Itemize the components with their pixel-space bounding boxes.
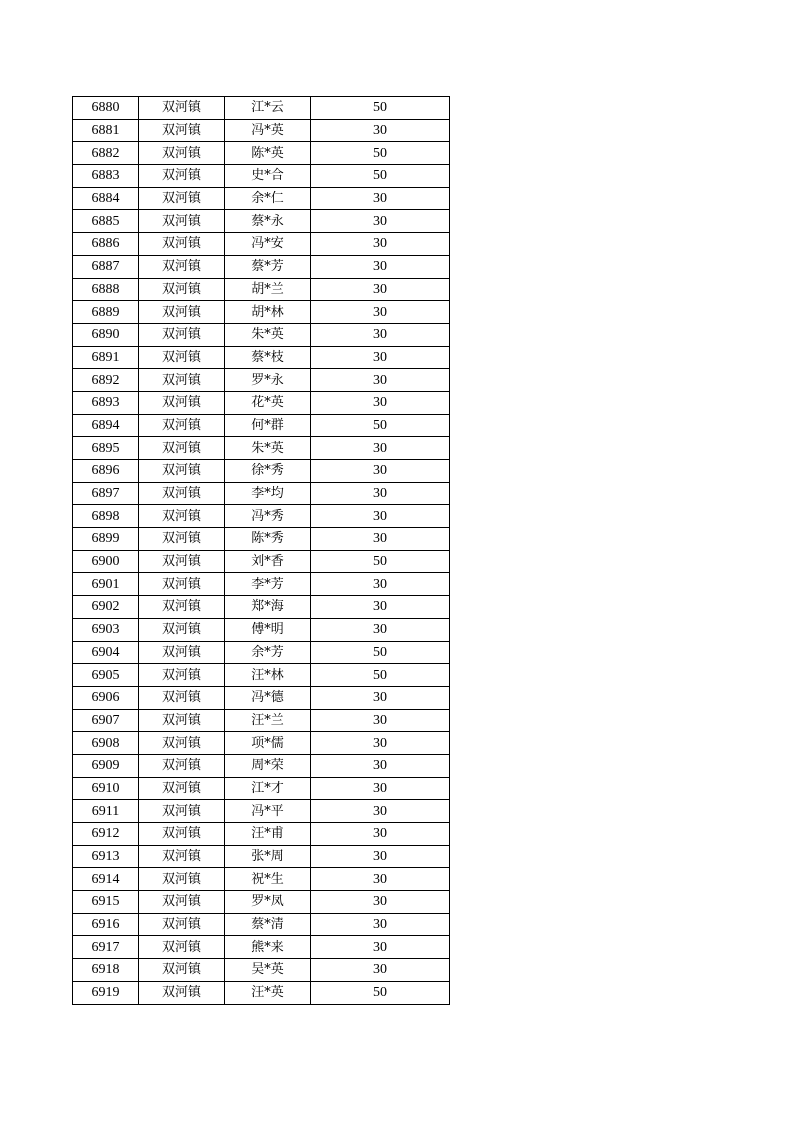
table-row [73, 391, 450, 414]
amount-cell: 50 [311, 550, 450, 573]
name-cell: 罗*凤 [225, 891, 311, 914]
amount-cell: 30 [311, 845, 450, 868]
row-number-cell: 6889 [73, 301, 139, 324]
amount-cell: 30 [311, 255, 450, 278]
table-row [73, 936, 450, 959]
name-cell: 汪*兰 [225, 709, 311, 732]
row-number-cell: 6897 [73, 482, 139, 505]
table-row [73, 301, 450, 324]
table-row [73, 119, 450, 142]
name-cell: 冯*秀 [225, 505, 311, 528]
row-number-cell: 6916 [73, 913, 139, 936]
row-number-cell: 6892 [73, 369, 139, 392]
table-row [73, 981, 450, 1004]
amount-cell: 30 [311, 301, 450, 324]
town-cell: 双河镇 [139, 550, 225, 573]
town-cell: 双河镇 [139, 732, 225, 755]
name-cell: 徐*秀 [225, 460, 311, 483]
town-cell: 双河镇 [139, 391, 225, 414]
name-cell: 熊*来 [225, 936, 311, 959]
table-row [73, 278, 450, 301]
amount-cell: 30 [311, 777, 450, 800]
row-number-cell: 6880 [73, 97, 139, 120]
amount-cell: 30 [311, 709, 450, 732]
table-row [73, 460, 450, 483]
row-number-cell: 6908 [73, 732, 139, 755]
town-cell: 双河镇 [139, 596, 225, 619]
row-number-cell: 6896 [73, 460, 139, 483]
row-number-cell: 6915 [73, 891, 139, 914]
name-cell: 李*芳 [225, 573, 311, 596]
amount-cell: 50 [311, 664, 450, 687]
name-cell: 余*芳 [225, 641, 311, 664]
row-number-cell: 6885 [73, 210, 139, 233]
table-row [73, 754, 450, 777]
table-row [73, 414, 450, 437]
row-number-cell: 6911 [73, 800, 139, 823]
town-cell: 双河镇 [139, 255, 225, 278]
name-cell: 朱*英 [225, 437, 311, 460]
table-row [73, 233, 450, 256]
row-number-cell: 6902 [73, 596, 139, 619]
name-cell: 江*才 [225, 777, 311, 800]
row-number-cell: 6917 [73, 936, 139, 959]
row-number-cell: 6884 [73, 187, 139, 210]
row-number-cell: 6881 [73, 119, 139, 142]
town-cell: 双河镇 [139, 460, 225, 483]
amount-cell: 30 [311, 596, 450, 619]
name-cell: 蔡*清 [225, 913, 311, 936]
town-cell: 双河镇 [139, 278, 225, 301]
amount-cell: 30 [311, 800, 450, 823]
name-cell: 罗*永 [225, 369, 311, 392]
amount-cell: 30 [311, 346, 450, 369]
row-number-cell: 6907 [73, 709, 139, 732]
amount-cell: 30 [311, 505, 450, 528]
amount-cell: 30 [311, 686, 450, 709]
town-cell: 双河镇 [139, 618, 225, 641]
town-cell: 双河镇 [139, 777, 225, 800]
town-cell: 双河镇 [139, 845, 225, 868]
row-number-cell: 6893 [73, 391, 139, 414]
table-row [73, 664, 450, 687]
row-number-cell: 6903 [73, 618, 139, 641]
amount-cell: 30 [311, 823, 450, 846]
town-cell: 双河镇 [139, 233, 225, 256]
name-cell: 张*周 [225, 845, 311, 868]
town-cell: 双河镇 [139, 119, 225, 142]
name-cell: 江*云 [225, 97, 311, 120]
amount-cell: 30 [311, 233, 450, 256]
name-cell: 祝*生 [225, 868, 311, 891]
roster-table-body [73, 97, 450, 1005]
name-cell: 蔡*永 [225, 210, 311, 233]
table-row [73, 573, 450, 596]
table-row [73, 550, 450, 573]
name-cell: 冯*安 [225, 233, 311, 256]
name-cell: 陈*秀 [225, 528, 311, 551]
table-row [73, 437, 450, 460]
amount-cell: 50 [311, 165, 450, 188]
table-row [73, 641, 450, 664]
row-number-cell: 6883 [73, 165, 139, 188]
name-cell: 项*儒 [225, 732, 311, 755]
row-number-cell: 6910 [73, 777, 139, 800]
amount-cell: 50 [311, 641, 450, 664]
town-cell: 双河镇 [139, 754, 225, 777]
amount-cell: 50 [311, 981, 450, 1004]
town-cell: 双河镇 [139, 482, 225, 505]
row-number-cell: 6919 [73, 981, 139, 1004]
spreadsheet-page [72, 96, 449, 1005]
amount-cell: 30 [311, 754, 450, 777]
town-cell: 双河镇 [139, 868, 225, 891]
table-row [73, 165, 450, 188]
table-row [73, 891, 450, 914]
table-row [73, 142, 450, 165]
row-number-cell: 6914 [73, 868, 139, 891]
name-cell: 史*合 [225, 165, 311, 188]
town-cell: 双河镇 [139, 936, 225, 959]
town-cell: 双河镇 [139, 142, 225, 165]
table-row [73, 210, 450, 233]
table-row [73, 369, 450, 392]
name-cell: 胡*兰 [225, 278, 311, 301]
table-row [73, 618, 450, 641]
amount-cell: 50 [311, 414, 450, 437]
row-number-cell: 6891 [73, 346, 139, 369]
table-row [73, 959, 450, 982]
name-cell: 花*英 [225, 391, 311, 414]
row-number-cell: 6890 [73, 323, 139, 346]
town-cell: 双河镇 [139, 800, 225, 823]
table-row [73, 323, 450, 346]
town-cell: 双河镇 [139, 323, 225, 346]
amount-cell: 30 [311, 732, 450, 755]
row-number-cell: 6886 [73, 233, 139, 256]
town-cell: 双河镇 [139, 437, 225, 460]
amount-cell: 30 [311, 278, 450, 301]
name-cell: 郑*海 [225, 596, 311, 619]
table-row [73, 505, 450, 528]
town-cell: 双河镇 [139, 301, 225, 324]
row-number-cell: 6913 [73, 845, 139, 868]
amount-cell: 30 [311, 482, 450, 505]
name-cell: 余*仁 [225, 187, 311, 210]
name-cell: 汪*甫 [225, 823, 311, 846]
amount-cell: 30 [311, 210, 450, 233]
town-cell: 双河镇 [139, 97, 225, 120]
name-cell: 周*荣 [225, 754, 311, 777]
amount-cell: 30 [311, 618, 450, 641]
table-row [73, 596, 450, 619]
amount-cell: 30 [311, 936, 450, 959]
table-row [73, 528, 450, 551]
name-cell: 汪*林 [225, 664, 311, 687]
table-row [73, 845, 450, 868]
table-row [73, 913, 450, 936]
row-number-cell: 6900 [73, 550, 139, 573]
name-cell: 朱*英 [225, 323, 311, 346]
town-cell: 双河镇 [139, 210, 225, 233]
table-row [73, 868, 450, 891]
amount-cell: 50 [311, 142, 450, 165]
amount-cell: 30 [311, 187, 450, 210]
town-cell: 双河镇 [139, 709, 225, 732]
name-cell: 李*均 [225, 482, 311, 505]
town-cell: 双河镇 [139, 686, 225, 709]
row-number-cell: 6905 [73, 664, 139, 687]
table-row [73, 709, 450, 732]
row-number-cell: 6909 [73, 754, 139, 777]
town-cell: 双河镇 [139, 414, 225, 437]
row-number-cell: 6901 [73, 573, 139, 596]
town-cell: 双河镇 [139, 573, 225, 596]
amount-cell: 30 [311, 891, 450, 914]
amount-cell: 30 [311, 573, 450, 596]
table-row [73, 777, 450, 800]
table-row [73, 732, 450, 755]
name-cell: 冯*平 [225, 800, 311, 823]
table-row [73, 823, 450, 846]
name-cell: 冯*德 [225, 686, 311, 709]
row-number-cell: 6895 [73, 437, 139, 460]
name-cell: 吴*英 [225, 959, 311, 982]
town-cell: 双河镇 [139, 959, 225, 982]
name-cell: 蔡*枝 [225, 346, 311, 369]
row-number-cell: 6894 [73, 414, 139, 437]
table-row [73, 97, 450, 120]
town-cell: 双河镇 [139, 981, 225, 1004]
amount-cell: 30 [311, 437, 450, 460]
amount-cell: 30 [311, 959, 450, 982]
amount-cell: 30 [311, 528, 450, 551]
amount-cell: 30 [311, 323, 450, 346]
row-number-cell: 6912 [73, 823, 139, 846]
town-cell: 双河镇 [139, 369, 225, 392]
row-number-cell: 6887 [73, 255, 139, 278]
row-number-cell: 6899 [73, 528, 139, 551]
town-cell: 双河镇 [139, 505, 225, 528]
name-cell: 汪*英 [225, 981, 311, 1004]
name-cell: 冯*英 [225, 119, 311, 142]
town-cell: 双河镇 [139, 165, 225, 188]
table-row [73, 187, 450, 210]
table-row [73, 800, 450, 823]
amount-cell: 30 [311, 868, 450, 891]
amount-cell: 30 [311, 369, 450, 392]
town-cell: 双河镇 [139, 641, 225, 664]
name-cell: 傅*明 [225, 618, 311, 641]
row-number-cell: 6904 [73, 641, 139, 664]
name-cell: 胡*林 [225, 301, 311, 324]
row-number-cell: 6888 [73, 278, 139, 301]
town-cell: 双河镇 [139, 913, 225, 936]
town-cell: 双河镇 [139, 891, 225, 914]
table-row [73, 346, 450, 369]
name-cell: 蔡*芳 [225, 255, 311, 278]
town-cell: 双河镇 [139, 187, 225, 210]
name-cell: 何*群 [225, 414, 311, 437]
town-cell: 双河镇 [139, 528, 225, 551]
table-row [73, 255, 450, 278]
table-row [73, 482, 450, 505]
town-cell: 双河镇 [139, 346, 225, 369]
row-number-cell: 6898 [73, 505, 139, 528]
amount-cell: 30 [311, 460, 450, 483]
amount-cell: 30 [311, 119, 450, 142]
name-cell: 刘*香 [225, 550, 311, 573]
roster-table [72, 96, 450, 1005]
row-number-cell: 6882 [73, 142, 139, 165]
row-number-cell: 6918 [73, 959, 139, 982]
table-row [73, 686, 450, 709]
amount-cell: 30 [311, 913, 450, 936]
name-cell: 陈*英 [225, 142, 311, 165]
town-cell: 双河镇 [139, 664, 225, 687]
amount-cell: 50 [311, 97, 450, 120]
town-cell: 双河镇 [139, 823, 225, 846]
amount-cell: 30 [311, 391, 450, 414]
row-number-cell: 6906 [73, 686, 139, 709]
